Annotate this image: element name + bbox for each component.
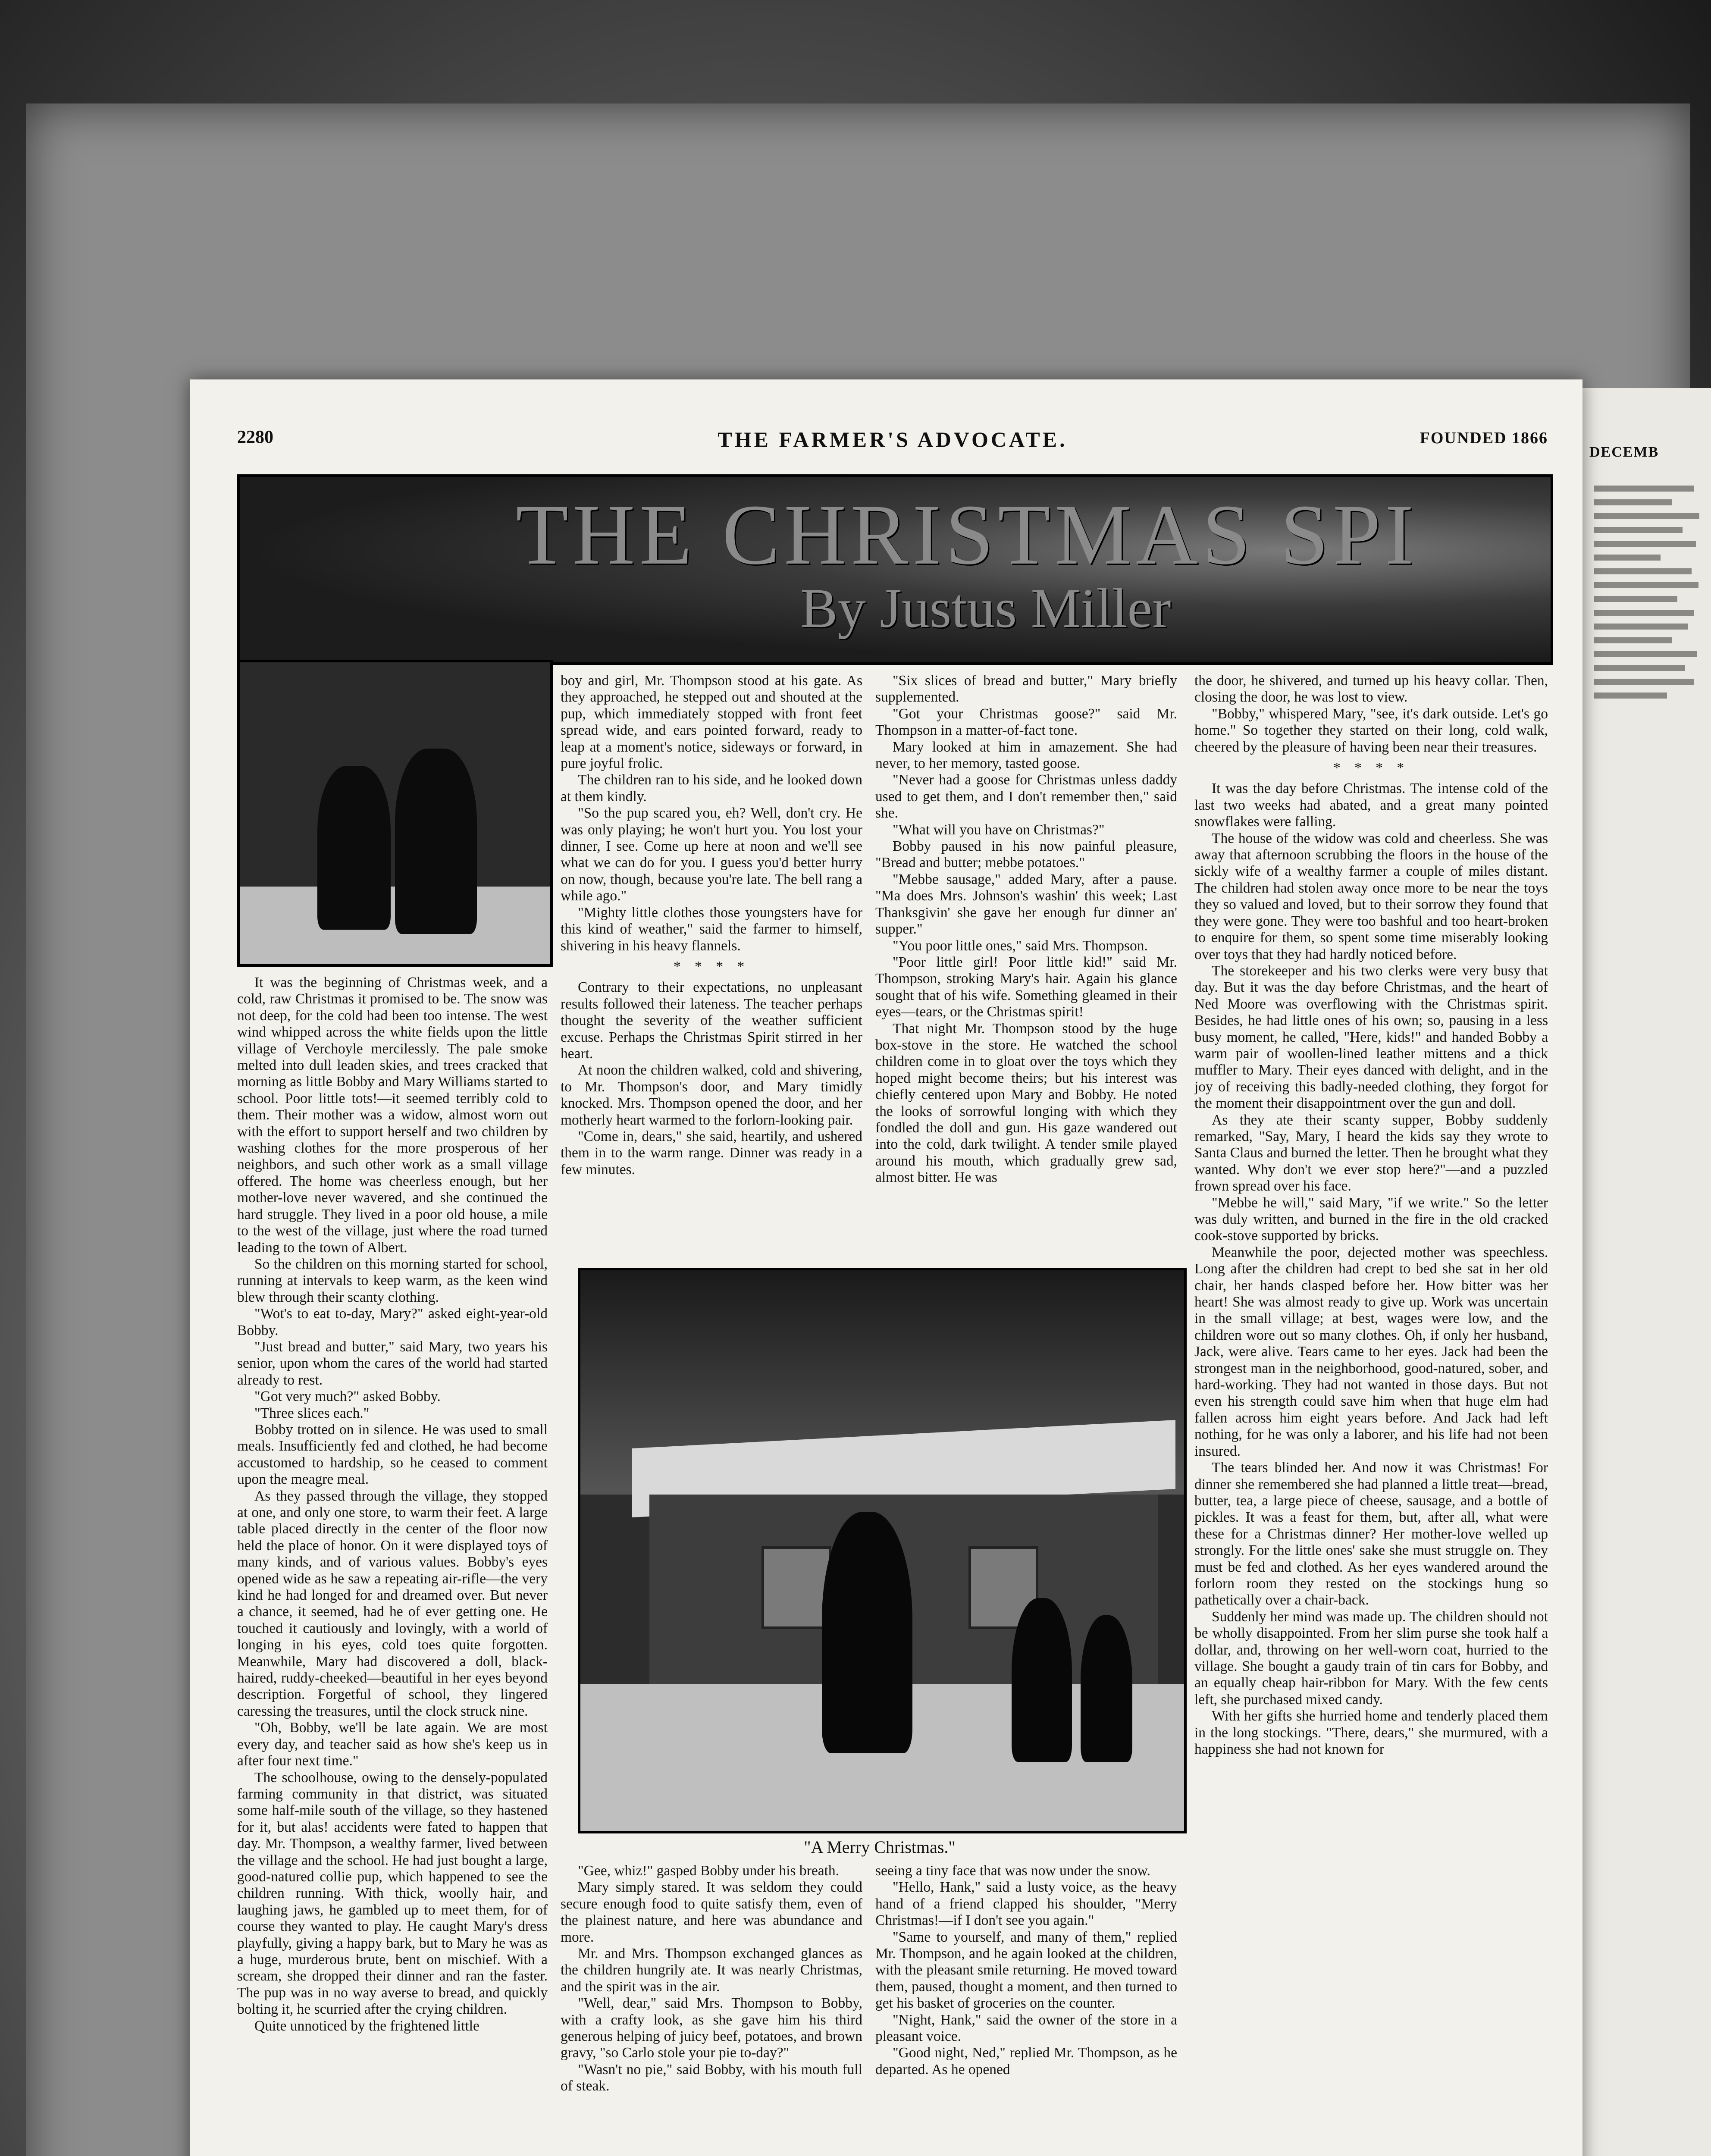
column-3-top bbox=[875, 673, 1177, 1250]
paragraph: The tears blinded her. And now it was Christmas! For dinner she remembered she had planned a little treat—bread, butter, tea, a large piece of cheese, sausage, and a bottle of pickles. It was a feast for them, but, after all, what were these for a Christmas dinner? Her mother-love welled up strongly. For the little ones' sake she must struggle on. They must be fed and clothed. As her eyes wandered around the forlorn room they rested on the stockings hung so pathetically over a chair-back. bbox=[1194, 1460, 1548, 1608]
page-number: 2280 bbox=[237, 427, 273, 447]
paragraph: Mr. and Mrs. Thompson exchanged glances as the children hungrily ate. It was nearly Christmas, and the spirit was in the air. bbox=[561, 1946, 862, 1995]
paragraph: The house of the widow was cold and cheerless. She was away that afternoon scrubbing the floors in the house of the sickly wife of a wealthy farmer a couple of miles distant. The children had stolen away once more to be near the toys they so valued and loved, but to their sorrow they found that they were gone. They were too bashful and too heart-broken to enquire for them, so spent some time miserably looking over toys that they had hardly noticed before. bbox=[1194, 830, 1548, 962]
paragraph: "What will you have on Christmas?" bbox=[893, 821, 1105, 838]
paragraph: "Wasn't no pie," said Bobby, with his mouth full of steak. bbox=[561, 2061, 862, 2094]
paragraph: "Mebbe he will," said Mary, "if we write." So the letter was duly written, and burned in the fire in the old cracked cook-stove supported by bricks. bbox=[1194, 1194, 1548, 1244]
paragraph: Suddenly her mind was made up. The children should not be wholly disappointed. From her slim purse she took half a dollar, and, throwing on her well-worn coat, hurried to the village. She bought a gaudy train of tin cars for Bobby, and an equally cheap hair-ribbon for Mary. With the few cents left, she purchased mixed candy. bbox=[1194, 1608, 1548, 1708]
founded-date: FOUNDED 1866 bbox=[1420, 429, 1548, 447]
paragraph: "Well, dear," said Mrs. Thompson to Bobby, with a crafty look, as she gave him his third generous helping of juicy beef, potatoes, and brown gravy, "so Carlo stole your pie to-day?" bbox=[561, 1995, 862, 2061]
paragraph: It was the beginning of Christmas week, and a cold, raw Christmas it promised to be. The snow was not deep, for the cold had been too intense. The west wind whipped across the white fields upon the little village of Verchoyle mercilessly. The pale smoke melted into dull leaden skies, and trees cracked that morning as little Bobby and Mary Williams started to school. Poor little tots!—it seemed terribly cold to them. Their mother was a widow, almost worn out with the effort to support herself and two children by washing clothes for the more prosperous of her neighbors, and such other work as a small village offered. The home was cheerless enough, but her mother-love never wavered, and she continued the hard struggle. They lived in a poor old house, a mile to the west of the village, just where the road turned leading to the town of Albert. bbox=[237, 975, 548, 1256]
adjacent-page-header: DECEMB bbox=[1589, 444, 1659, 460]
paragraph: Mary simply stared. It was seldom they could secure enough food to quite satisfy them, even of the plainest nature, and here was abundance and more. bbox=[561, 1879, 862, 1945]
section-break: * * * * bbox=[1333, 760, 1410, 776]
merry-christmas-photo bbox=[578, 1268, 1187, 1833]
paragraph: The storekeeper and his two clerks were very busy that day. But it was the day before Christmas, and the heart of Ned Moore was overflowing with the Christmas spirit. Besides, he had little ones of his own; so, pausing in a less busy moment, he called, "Here, kids!" and handed Bobby a warm pair of woollen-lined leather mittens and a thick muffler to Mary. Their eyes danced with delight, and in the joy of receiving this badly-needed clothing, they forgot for the moment their disappointment over the gun and doll. bbox=[1194, 962, 1548, 1112]
paragraph: seeing a tiny face that was now under the snow. bbox=[875, 1863, 1150, 1879]
newspaper-page bbox=[190, 379, 1583, 2156]
children-illustration bbox=[237, 660, 553, 967]
paragraph: "Got your Christmas goose?" said Mr. Thompson in a matter-of-fact tone. bbox=[875, 705, 1177, 739]
column-3-bottom bbox=[875, 1863, 1177, 2156]
section-break: * * * * bbox=[673, 958, 750, 975]
column-1 bbox=[237, 975, 548, 2156]
paragraph: "Got very much?" asked Bobby. bbox=[254, 1388, 441, 1405]
masthead: THE FARMER'S ADVOCATE. bbox=[718, 427, 1068, 451]
paragraph: Meanwhile the poor, dejected mother was speechless. Long after the children had crept to bed she sat in her old chair, her hands clasped before her. How bitter was her heart! She was almost ready to give up. Work was uncertain in the small village; at best, wages were low, and the children wore out so many clothes. Oh, if only her husband, Jack, were alive. Tears came to her eyes. Jack had been the strongest man in the neighborhood, good-natured, sober, and hard-working. They had not wanted in those days. But not even his strength could save him when that huge elm had fallen across him eight years before. And Jack had left nothing, for he was only a laborer, and his life had not been insured. bbox=[1194, 1244, 1548, 1459]
paragraph: So the children on this morning started for school, running at intervals to keep warm, as the keen wind blew through their scanty clothing. bbox=[237, 1256, 548, 1305]
paragraph: Bobby paused in his now painful pleasure, "Bread and butter; mebbe potatoes." bbox=[875, 838, 1177, 871]
paragraph: the door, he shivered, and turned up his heavy collar. Then, closing the door, he was lost to view. bbox=[1194, 673, 1548, 705]
paragraph: The children ran to his side, and he looked down at them kindly. bbox=[561, 772, 862, 805]
story-title: THE CHRISTMAS SPI bbox=[516, 487, 1418, 583]
paragraph: The schoolhouse, owing to the densely-populated farming community in that district, was situated some half-mile south of the village, so they hastened for it, but alas! accidents were fated to happen that day. Mr. Thompson, a wealthy farmer, lived between the village and the school. He had just bought a large, good-natured collie pup, which happened to see the children running. With thick, woolly hair, and laughing jaws, he gambled up to meet them, for of course they wanted to play. He caught Mary's dress playfully, giving a happy bark, but to Mary he was as a huge, murderous brute, bent on mischief. With a scream, she dropped their dinner and ran the faster. The pup was in no way averse to bread, and quickly bolting it, he scurried after the crying children. bbox=[237, 1769, 548, 2018]
paragraph: That night Mr. Thompson stood by the huge box-stove in the store. He watched the school children come in to gloat over the toys which they hoped might become theirs; but his interest was chiefly centered upon Mary and Bobby. He noted the looks of sorrowful longing with which they fondled the doll and gun. His gaze wandered out into the cold, dark twilight. A tender smile played around his mouth, which gradually grew sad, almost bitter. He was bbox=[875, 1020, 1177, 1186]
page-header bbox=[237, 427, 1548, 461]
paragraph: "So the pup scared you, eh? Well, don't cry. He was only playing; he won't hurt you. You lost your dinner, I see. Come up here at noon and we'll see what we can do for you. I guess you'd better hurry on now, though, because you're late. The bell rang a while ago." bbox=[561, 805, 862, 904]
paragraph: At noon the children walked, cold and shivering, to Mr. Thompson's door, and Mary timidly knocked. Mrs. Thompson opened the door, and her motherly heart warmed to the forlorn-looking pair. bbox=[561, 1062, 862, 1128]
paragraph: "Gee, whiz!" gasped Bobby under his breath. bbox=[578, 1863, 839, 1879]
paragraph: "Same to yourself, and many of them," replied Mr. Thompson, and he again looked at the children, with the pleasant smile returning. He moved toward them, paused, thought a moment, and then turned to get his basket of groceries on the counter. bbox=[875, 1929, 1177, 2012]
paragraph: "Good night, Ned," replied Mr. Thompson, as he departed. As he opened bbox=[875, 2045, 1177, 2078]
paragraph: "Come in, dears," she said, heartily, and ushered them in to the warm range. Dinner was ready in a few minutes. bbox=[561, 1128, 862, 1178]
paragraph: It was the day before Christmas. The intense cold of the last two weeks had abated, and a great many pointed snowflakes were falling. bbox=[1194, 780, 1548, 830]
paragraph: "Six slices of bread and butter," Mary briefly supplemented. bbox=[875, 673, 1177, 705]
paragraph: "Just bread and butter," said Mary, two years his senior, upon whom the cares of the world had started already to rest. bbox=[237, 1338, 548, 1388]
paragraph: Quite unnoticed by the frightened little bbox=[254, 2018, 479, 2034]
paragraph: As they ate their scanty supper, Bobby suddenly remarked, "Say, Mary, I heard the kids say they wrote to Santa Claus and burned the letter. Then he brought what they wanted. Why don't we ever stop here?"—and a puzzled frown spread over his face. bbox=[1194, 1112, 1548, 1194]
paragraph: boy and girl, Mr. Thompson stood at his gate. As they approached, he stepped out and shouted at the pup, which immediately stopped with front feet spread wide, and ears pointed forward, ready to leap at a moment's notice, sideways or forward, in pure joyful frolic. bbox=[561, 673, 862, 772]
paragraph: "Hello, Hank," said a lusty voice, as the heavy hand of a friend clapped his shoulder, "Merry Christmas!—if I don't see you again." bbox=[875, 1879, 1177, 1929]
paragraph: "Three slices each." bbox=[254, 1405, 370, 1421]
paragraph: Mary looked at him in amazement. She had never, to her memory, tasted goose. bbox=[875, 739, 1177, 772]
paragraph: "Never had a goose for Christmas unless daddy used to get them, and I don't remember then," said she. bbox=[875, 772, 1177, 821]
paragraph: With her gifts she hurried home and tenderly placed them in the long stockings. "There, dears," she murmured, with a happiness she had not known for bbox=[1194, 1708, 1548, 1757]
paragraph: Bobby trotted on in silence. He was used to small meals. Insufficiently fed and clothed, he had become accustomed to hardship, so he ceased to comment upon the meagre meal. bbox=[237, 1421, 548, 1488]
column-4 bbox=[1194, 673, 1548, 2156]
paragraph: "Night, Hank," said the owner of the store in a pleasant voice. bbox=[875, 2012, 1177, 2045]
adjacent-page-text bbox=[1581, 461, 1711, 699]
paragraph: "You poor little ones," said Mrs. Thompson. bbox=[893, 937, 1148, 954]
column-2-top bbox=[561, 673, 862, 1250]
column-2-bottom bbox=[561, 1863, 862, 2156]
adjacent-page-edge bbox=[1578, 388, 1711, 2156]
paragraph: "Wot's to eat to-day, Mary?" asked eight-year-old Bobby. bbox=[237, 1306, 548, 1338]
paragraph: "Poor little girl! Poor little kid!" said Mr. Thompson, stroking Mary's hair. Again his glance sought that of his wife. Something gleamed in their eyes—tears, or the Christmas spirit! bbox=[875, 954, 1177, 1020]
paragraph: "Bobby," whispered Mary, "see, it's dark outside. Let's go home." So together they started on their long, cold walk, cheered by the pleasure of having been near their treasures. bbox=[1194, 705, 1548, 755]
title-banner bbox=[237, 474, 1553, 665]
photo-caption: "A Merry Christmas." bbox=[804, 1837, 956, 1857]
paragraph: "Oh, Bobby, we'll be late again. We are most every day, and teacher said as how she's keep us in after four next time." bbox=[237, 1720, 548, 1769]
paragraph: Contrary to their expectations, no unpleasant results followed their lateness. The teacher perhaps thought the severity of the weather sufficient excuse. Perhaps the Christmas Spirit stirred in her heart. bbox=[561, 979, 862, 1062]
paragraph: As they passed through the village, they stopped at one, and only one store, to warm their feet. A large table placed directly in the center of the floor now held the place of honor. On it were displayed toys of many kinds, and of various values. Bobby's eyes opened wide as he saw a repeating air-rifle—the very kind he had longed for and dreamed over. But never a chance, it seemed, had he of ever getting one. He touched it cautiously and lovingly, with a world of longing in his eyes, cold toes quite forgotten. Meanwhile, Mary had discovered a doll, black-haired, ruddy-cheeked—beautiful in her eyes beyond description. Forgetful of school, they lingered caressing the treasures, until the clock struck nine. bbox=[237, 1488, 548, 1719]
paragraph: "Mebbe sausage," added Mary, after a pause. "Ma does Mrs. Johnson's washin' this week; Last Thanksgivin' she gave her enough fur dinner an' supper." bbox=[875, 871, 1177, 937]
story-byline: By Justus Miller bbox=[800, 577, 1171, 639]
paragraph: "Mighty little clothes those youngsters have for this kind of weather," said the farmer to himself, shivering in his heavy flannels. bbox=[561, 904, 862, 954]
